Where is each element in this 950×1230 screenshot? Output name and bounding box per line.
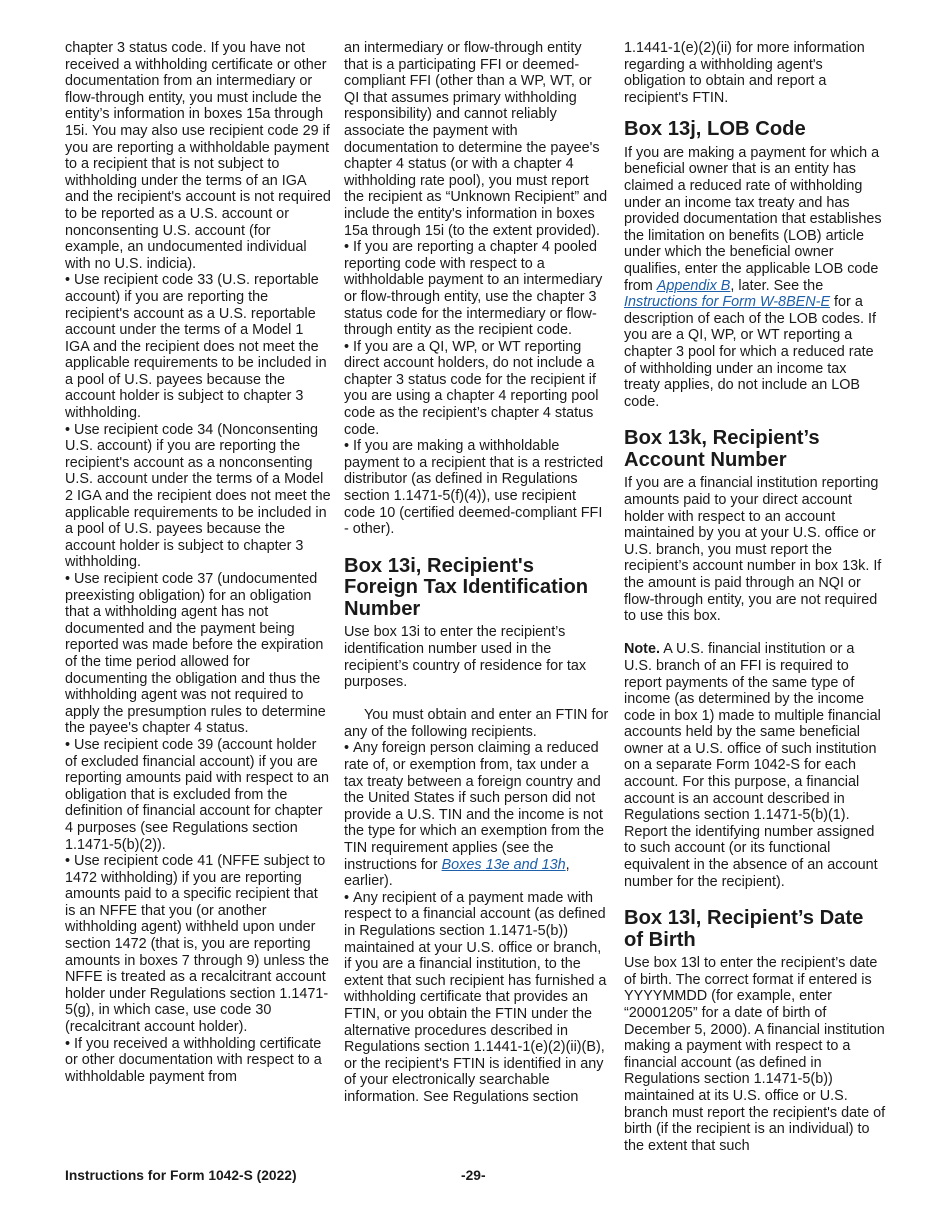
paragraph: If you are a financial institution reporting amounts paid to your direct account holder with respect to an account maintained by you at your U.S. office or U.S. branch, you must report the recipient’s account number in box 13k. If the amount is paid through an NQI or flow-through entity, you are not required to use this box. <box>624 475 882 625</box>
text: If you are making a payment for which a beneficial owner that is an entity has claimed a reduced rate of withholding under an income tax treaty and has provided documentation that establishes the limitation on benefits (LOB) article under which the beneficial owner qualifies, enter the applicable LOB code from <box>624 144 882 294</box>
bullet-item: • Use recipient code 37 (undocumented preexisting obligation) for an obligation that a withholding agent has not documented and the payment being reported was made before the expiration of the time period allowed for documenting the obligation and thus the withholding agent was not required to apply the presumption rules to determine the payee's chapter 4 status. <box>65 571 331 737</box>
paragraph: chapter 3 status code. If you have not received a withholding certificate or other documentation from an intermediary or flow-through entity, you must include the entity’s information in boxes 15a through 15i. You may also use recipient code 29 if you are reporting a withholdable payment to a recipient that is not subject to withholding under the terms of an IGA and the recipient's account is not required to be reported as a U.S. account or nonconsenting U.S. account (for example, an undocumented individual with no U.S. indicia). <box>65 40 331 272</box>
column-1 <box>65 40 331 1085</box>
bullet-item: • Use recipient code 41 (NFFE subject to 1472 withholding) if you are reporting amounts paid to a specific recipient that is an NFFE that you (or another withholding agent) withheld upon under section 1472 (that is, you are reporting amounts in boxes 7 through 9) unless the NFFE is treated as a recalcitrant account holder under Regulations section 1.1471-5(g), in which case, use code 30 (recalcitrant account holder). <box>65 853 331 1036</box>
bullet-item: • If you are a QI, WP, or WT reporting direct account holders, do not include a chapter 3 status code for the recipient if you are using a chapter 4 reporting pool code as the recipient’s chapter 4 status code. <box>344 339 609 439</box>
bullet-item: • If you received a withholding certificate or other documentation with respect to a withholdable payment from <box>65 1036 331 1086</box>
paragraph: an intermediary or flow-through entity that is a participating FFI or deemed-compliant FFI (other than a WP, WT, or QI that assumes primary withholding responsibility) and cannot reliably associate the payment with documentation to determine the payee's chapter 4 status (or with a chapter 4 withholding rate pool), you must report the recipient as “Unknown Recipient” and include the entity's information in boxes 15a through 15i (to the extent provided). <box>344 40 608 239</box>
text: A U.S. financial institution or a U.S. branch of an FFI is required to report payments of the same type of income (as determined by the income code in box 1) made to multiple financial accounts held by the same beneficial owner at a U.S. office of such institution on a separate Form 1042-S for each account. For this purpose, a financial account is an account described in Regulations section 1.1471-5(b)(1). Report the identifying number assigned to such account (or its functional equivalent in the absence of an account number for the recipient). <box>624 641 881 890</box>
paragraph: Use box 13i to enter the recipient’s identification number used in the recipient’s country of residence for tax purposes. <box>344 624 587 691</box>
text: Any foreign person claiming a reduced rate of, or exemption from, tax under a tax treaty between a foreign country and the United States if such person did not provide a U.S. TIN and the income is not the type for which an exemption from the TIN requirement applies (see the instructions for <box>344 740 604 873</box>
note-paragraph <box>624 641 886 890</box>
bullet-item: • Any recipient of a payment made with respect to a financial account (as defined in Regulations section 1.1471-5(b)) maintained at your U.S. office or branch, if you are a financial institution, to the extent that such recipient has furnished a withholding certificate that provides an FTIN, or you obtain the FTIN under the alternative procedures described in Regulations section 1.1441-1(e)(2)(ii)(B), or the recipient's FTIN is identified in any of your electronically searchable information. See Regulations section <box>344 890 609 1106</box>
bullet-item <box>344 740 609 889</box>
bullet-item: • Use recipient code 39 (account holder of excluded financial account) if you are reporting amounts paid with respect to an obligation that is excluded from the definition of financial account for chapter 4 purposes (see Regulations section 1.1471-5(b)(2)). <box>65 737 331 853</box>
section-heading-box-13k: Box 13k, Recipient’s Account Number <box>624 427 820 471</box>
bullet-item: • Use recipient code 33 (U.S. reportable account) if you are reporting the recipient's account as a U.S. reportable account under the terms of a Model 1 IGA and the recipient does not meet the applicable requirements to be included in a pool of U.S. payees because the account holder is subject to chapter 3 withholding. <box>65 272 331 421</box>
note-label: Note. <box>624 641 660 658</box>
paragraph <box>624 145 886 411</box>
section-heading-box-13i: Box 13i, Recipient's Foreign Tax Identification Number <box>344 554 589 620</box>
footer-title: Instructions for Form 1042-S (2022) <box>65 1168 297 1183</box>
bullet-item: • If you are making a withholdable payment to a recipient that is a restricted distributor (as defined in Regulations section 1.1471-5(f)(4)), use recipient code 10 (certified deemed-compliant FFI - other). <box>344 438 609 538</box>
column-2 <box>344 40 609 1106</box>
paragraph: Use box 13l to enter the recipient’s date of birth. The correct format if entered is YYYYMMDD (for example, enter “20001205” for a date of birth of December 5, 2000). A financial institution making a payment with respect to a financial account (as defined in Regulations section 1.1471-5(b)) maintained at its U.S. office or U.S. branch must report the recipient's date of birth (if the recipient is an individual) to the extent that such <box>624 955 886 1154</box>
paragraph: You must obtain and enter an FTIN for any of the following recipients. <box>344 707 609 740</box>
link-instructions-w8ben-e[interactable]: Instructions for Form W-8BEN-E <box>624 294 831 311</box>
bullet-item: • If you are reporting a chapter 4 pooled reporting code with respect to a withholdable payment to an intermediary or flow-through entity, use the chapter 3 status code for the intermediary or flow-through entity as the recipient code. <box>344 239 609 339</box>
column-3 <box>624 40 886 1154</box>
section-heading-box-13j: Box 13j, LOB Code <box>624 118 806 141</box>
text: , later. See the <box>730 277 824 294</box>
text: for a description of each of the LOB codes. If you are a QI, WP, or WT reporting a chapter 3 pool for which a reduced rate of withholding under an income tax treaty applies, do not include an LOB code. <box>624 294 876 410</box>
text: , earlier). <box>344 856 570 890</box>
section-heading-box-13l: Box 13l, Recipient’s Date of Birth <box>624 907 864 951</box>
link-appendix-b[interactable]: Appendix B <box>656 277 731 294</box>
page-number: -29- <box>461 1168 486 1183</box>
paragraph: 1.1441-1(e)(2)(ii) for more information regarding a withholding agent's obligation to obtain and report a recipient's FTIN. <box>624 40 865 106</box>
link-boxes-13e-13h[interactable]: Boxes 13e and 13h <box>441 856 566 873</box>
bullet-item: • Use recipient code 34 (Nonconsenting U.S. account) if you are reporting the recipient's account as a nonconsenting U.S. account under the terms of a Model 2 IGA and the recipient does not meet the applicable requirements to be included in a pool of U.S. payees because the account holder is subject to chapter 3 withholding. <box>65 422 331 571</box>
